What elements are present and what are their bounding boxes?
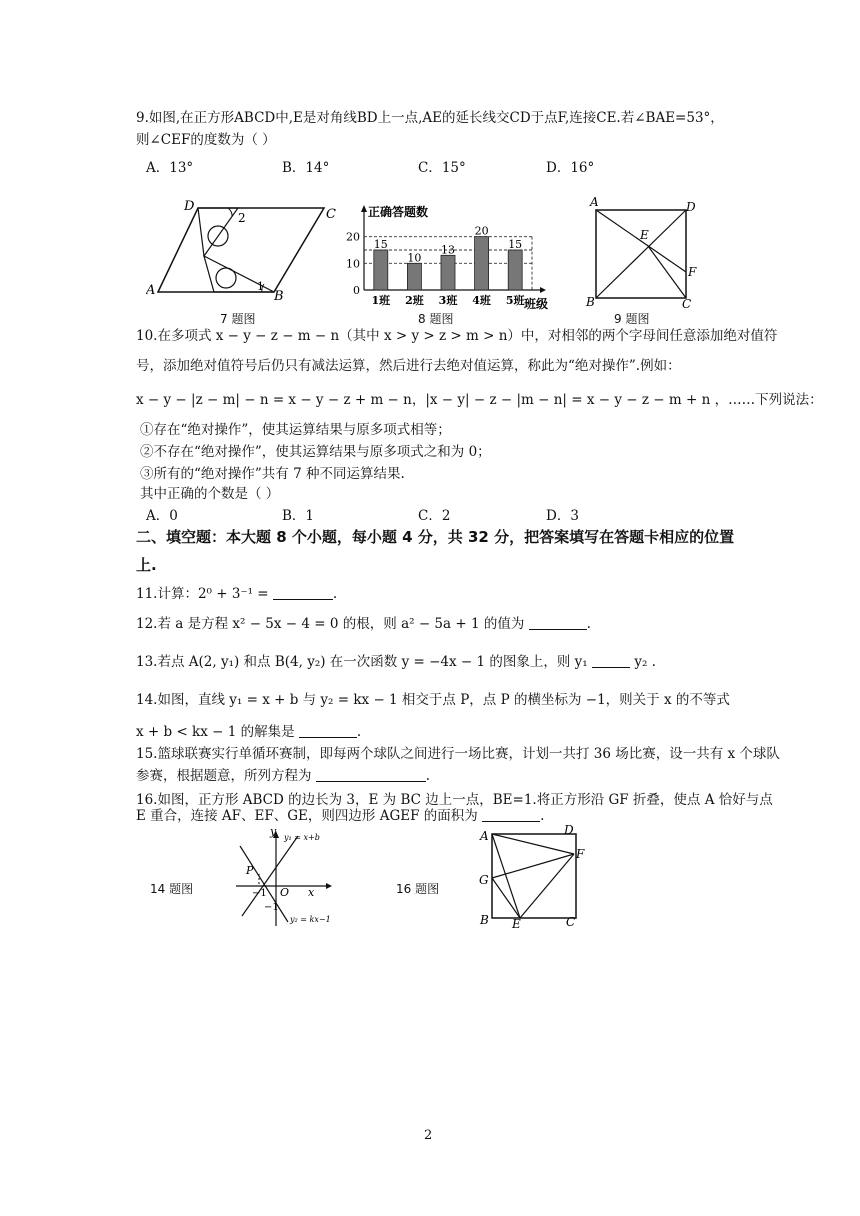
fig16-line-ef xyxy=(520,854,574,918)
q15-line1: 15.篮球联赛实行单循环赛制，即每两个球队之间进行一场比赛，计划一共打 36 场比赛，设一共有 x 个球队 xyxy=(136,746,780,762)
fig9-label-f: F xyxy=(688,265,697,279)
fig16-label-d: D xyxy=(564,823,574,837)
q10-option-c: C．2 xyxy=(418,508,451,524)
fig9-label-a: A xyxy=(590,196,599,209)
chart-ytick-label: 20 xyxy=(346,230,360,244)
fig14-label-minus1-y: −1 xyxy=(264,902,279,913)
section-2-line2: 上. xyxy=(136,556,157,574)
chart-data-label: 15 xyxy=(508,238,523,251)
figure-8-bar-chart xyxy=(336,198,568,310)
fig14-label-y: y xyxy=(270,826,277,838)
fig9-caption: 9 题图 xyxy=(614,312,650,326)
fig16-line-af xyxy=(492,834,574,854)
chart-data-label: 13 xyxy=(441,243,455,257)
q10-prompt: 其中正确的个数是（ ） xyxy=(140,486,280,502)
q12-text: 12.若 a 是方程 x² − 5x − 4 = 0 的根，则 a² − 5a + 1 的值为 xyxy=(136,616,525,632)
q9-option-c: C．15° xyxy=(418,160,466,176)
q14-end: . xyxy=(356,724,362,740)
fig16-label-b: B xyxy=(480,913,489,927)
fig14-label-p: P xyxy=(246,864,254,877)
fig7-label-c: C xyxy=(326,207,336,222)
chart-xtick-label: 5班 xyxy=(505,294,525,307)
q13 xyxy=(136,652,656,672)
q9-option-a: A．13° xyxy=(146,160,194,176)
fig16-label-c: C xyxy=(566,915,576,929)
fig16-label-a: A xyxy=(480,829,489,843)
chart-ytick-label: 0 xyxy=(353,284,360,297)
q10-option-a: A．0 xyxy=(146,508,178,524)
q14-line1: 14.如图，直线 y₁ = x + b 与 y₂ = kx − 1 相交于点 P，点 P 的横坐标为 −1，则关于 x 的不等式 xyxy=(136,692,730,708)
fig14-label-minus1-x: −1 xyxy=(252,888,267,899)
fig14-x-arrow xyxy=(326,883,332,889)
chart-xlabel: 班级 xyxy=(524,297,549,310)
fig9-line-ec xyxy=(648,246,686,298)
fig7-label-angle-1: 1 xyxy=(257,280,264,293)
q15-answer-blank[interactable] xyxy=(316,767,426,782)
chart-data-label: 15 xyxy=(373,238,388,251)
q9-option-b: B．14° xyxy=(282,160,330,176)
figure-9 xyxy=(582,196,700,310)
chart-data-label: 10 xyxy=(407,251,422,265)
q11-text: 11.计算：2⁰ + 3⁻¹ = xyxy=(136,586,269,602)
fig8-caption: 8 题图 xyxy=(418,312,454,326)
chart-body xyxy=(346,205,546,307)
chart-bar xyxy=(407,263,421,290)
fig7-label-b: B xyxy=(274,289,284,304)
q10-statement-3: ③所有的“绝对操作”共有 7 种不同运算结果. xyxy=(140,466,405,482)
q14-answer-blank[interactable] xyxy=(299,723,357,738)
q10-option-d: D．3 xyxy=(546,508,579,524)
chart-y-axis-arrow xyxy=(361,205,367,212)
chart-bar xyxy=(475,237,489,290)
q13-answer-blank[interactable] xyxy=(592,653,630,668)
q16-end: . xyxy=(540,808,545,824)
fig16-line-ge xyxy=(492,878,520,918)
fig7-label-a: A xyxy=(146,283,156,298)
q9-line1: 9.如图,在正方形ABCD中,E是对角线BD上一点,AE的延长线交CD于点F,连接CE.若∠BAE=53°， xyxy=(136,110,724,126)
fig14-label-o: O xyxy=(280,886,290,899)
q14-text: x + b < kx − 1 的解集是 xyxy=(136,724,295,740)
fig9-label-b: B xyxy=(586,295,595,309)
fig7-caption: 7 题图 xyxy=(220,312,256,326)
chart-title: 正确答题数 xyxy=(368,205,429,219)
fig9-label-e: E xyxy=(640,228,649,242)
fig16-line-gf xyxy=(492,854,574,878)
fig9-label-c: C xyxy=(682,297,692,310)
chart-bar xyxy=(508,250,522,290)
fig7-circle-bottom xyxy=(216,268,236,288)
fig7-label-d: D xyxy=(184,199,195,214)
fig7-angle-2-arc xyxy=(228,208,232,217)
q11 xyxy=(136,584,337,604)
fig14-label-y2: y₂ = kx−1 xyxy=(290,915,331,924)
q14-line2 xyxy=(136,722,361,742)
chart-xtick-label: 2班 xyxy=(405,294,424,307)
q10-line1: 10.在多项式 x − y − z − m − n（其中 x > y > z > m > n）中，对相邻的两个字母间任意添加绝对值符 xyxy=(136,328,778,344)
chart-data-label: 20 xyxy=(474,224,489,238)
q10-option-b: B．1 xyxy=(282,508,315,524)
page-number: 2 xyxy=(424,1128,433,1143)
fig14-label-x: x xyxy=(308,886,315,899)
q12 xyxy=(136,614,591,634)
q10-options xyxy=(146,504,746,524)
fig14-label-y1: y₁ = x+b xyxy=(284,833,320,842)
q15-end: . xyxy=(425,768,431,784)
q10-line2: 号，添加绝对值符号后仍只有减法运算，然后进行去绝对值运算，称此为“绝对操作”.例如： xyxy=(136,358,681,374)
fig16-line-ae xyxy=(492,834,520,918)
q9-option-d: D．16° xyxy=(546,160,595,176)
q13-end: y₂ . xyxy=(634,654,656,670)
fig16-label-e: E xyxy=(512,917,521,931)
q11-end: . xyxy=(332,586,338,602)
fig16-square xyxy=(492,834,576,918)
chart-xtick-label: 4班 xyxy=(472,294,491,307)
fig9-label-d: D xyxy=(686,200,696,214)
q15-line2 xyxy=(136,766,430,786)
q10-statement-1: ①存在“绝对操作”，使其运算结果与原多项式相等； xyxy=(140,422,451,438)
q12-answer-blank[interactable] xyxy=(529,615,587,630)
q15-text: 参赛，根据题意，所列方程为 xyxy=(136,768,312,784)
fig16-label-f: F xyxy=(576,847,585,861)
chart-xtick-label: 3班 xyxy=(438,294,458,307)
fig9-diagonal-bd xyxy=(596,210,686,298)
q16-answer-blank[interactable] xyxy=(482,807,540,822)
chart-bar xyxy=(374,250,388,290)
q13-text: 13.若点 A(2, y₁) 和点 B(4, y₂) 在一次函数 y = −4x − 1 的图象上，则 y₁ xyxy=(136,654,588,670)
chart-x-axis-arrow xyxy=(540,287,546,293)
figure-7 xyxy=(146,196,336,306)
q16-text: E 重合，连接 AF、EF、GE，则四边形 AGEF 的面积为 xyxy=(136,808,478,824)
q9-line2: 则∠CEF的度数为（ ） xyxy=(136,132,276,148)
section-2-line1: 二、填空题：本大题 8 个小题，每小题 4 分，共 32 分，把答案填写在答题卡相应的位置 xyxy=(136,528,735,546)
fig14-caption: 14 题图 xyxy=(150,882,194,896)
chart-ytick-label: 10 xyxy=(346,257,360,271)
q10-line3: x − y − |z − m| − n = x − y − z + m − n，|x − y| − z − |m − n| = x − y − z − m + n ，……下列说法： xyxy=(136,392,823,408)
q11-answer-blank[interactable] xyxy=(273,585,333,600)
fig7-label-angle-2: 2 xyxy=(238,211,246,225)
chart-bar xyxy=(441,255,455,290)
q10-statement-2: ②不存在“绝对操作”，使其运算结果与原多项式之和为 0； xyxy=(140,444,491,460)
q16-line1: 16.如图，正方形 ABCD 的边长为 3，E 为 BC 边上一点，BE=1.将正方形沿 GF 折叠，使点 A 恰好与点 xyxy=(136,792,773,808)
q12-end: . xyxy=(586,616,591,632)
figure-14 xyxy=(228,826,348,930)
chart-xtick-label: 1班 xyxy=(371,294,391,307)
q9-options xyxy=(146,156,746,176)
fig16-label-g: G xyxy=(479,873,489,887)
fig16-caption: 16 题图 xyxy=(396,882,440,896)
figure-16 xyxy=(474,822,590,932)
